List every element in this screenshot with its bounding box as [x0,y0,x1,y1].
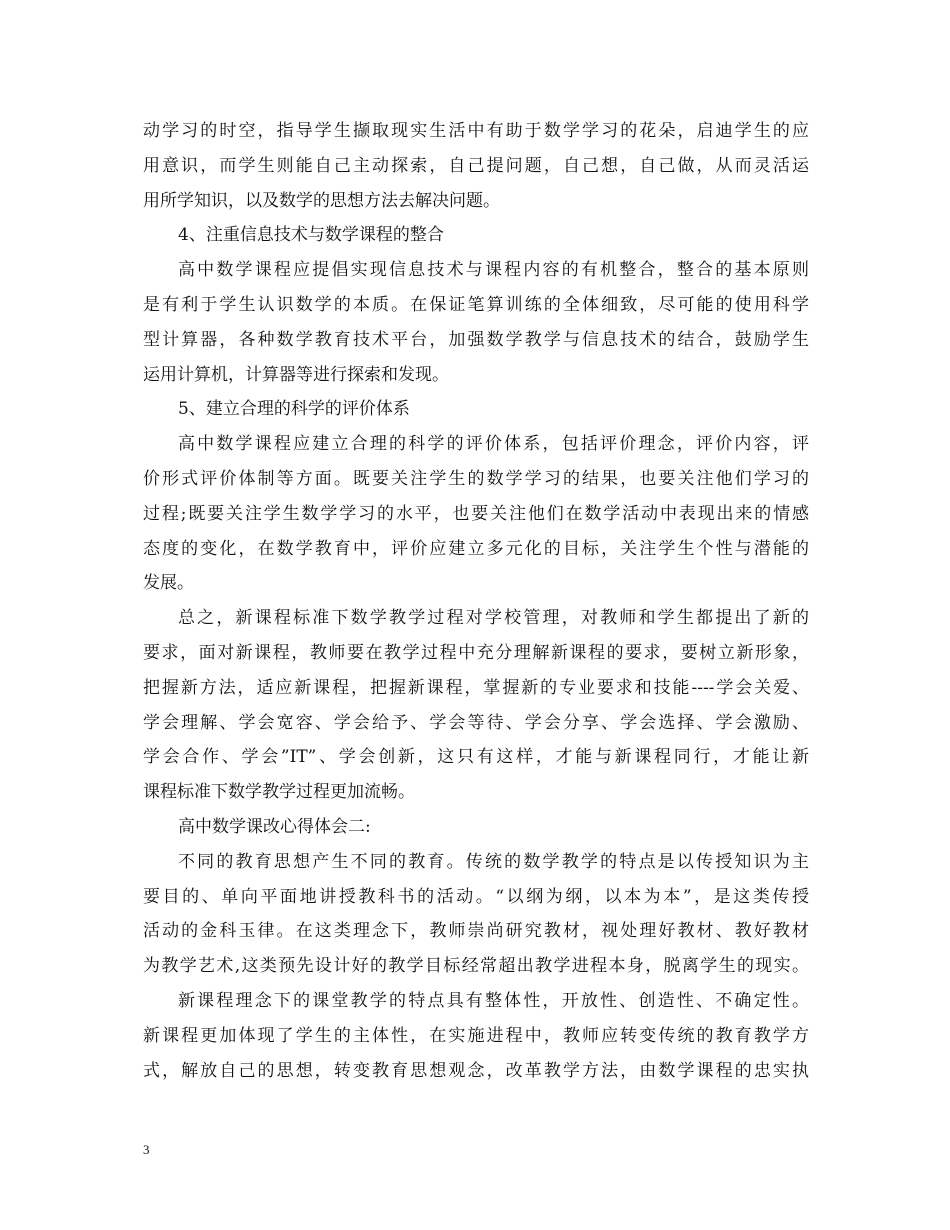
text-line: 用所学知识，以及数学的思想方法去解决问题。 [143,190,500,211]
text-line: 发展。 [143,573,194,594]
text-line: 态度的变化，在数学教育中，评价应建立多元化的目标，关注学生个性与潜能的 [143,538,809,559]
text-line: 要目的、单向平面地讲授教科书的活动。“以纲为纲，以本为本”，是这类传授 [143,886,809,907]
text-line: 高中数学课程应提倡实现信息技术与课程内容的有机整合，整合的基本原则 [178,260,809,281]
text-line: 把握新方法，适应新课程，把握新课程，掌握新的专业要求和技能----学会关爱、 [143,677,809,698]
text-line: 课程标准下数学教学过程更加流畅。 [143,782,415,803]
document-body [143,114,809,1088]
text-line: 活动的金科玉律。在这类理念下，教师崇尚研究教材，视处理好教材、教好教材 [143,921,809,942]
text-line: 高中数学课改心得体会二: [178,816,371,837]
text-line: 4、注重信息技术与数学课程的整合 [178,225,444,246]
text-line: 为教学艺术,这类预先设计好的教学目标经常超出教学进程本身，脱离学生的现实。 [143,956,809,977]
text-line: 新课程理念下的课堂教学的特点具有整体性，开放性、创造性、不确定性。 [178,990,809,1011]
text-line: 价形式评价体制等方面。既要关注学生的数学学习的结果，也要关注他们学习的 [143,468,809,489]
text-line: 不同的教育思想产生不同的教育。传统的数学教学的特点是以传授知识为主 [178,851,809,872]
text-line: 用意识，而学生则能自己主动探索，自己提问题，自己想，自己做，从而灵活运 [143,155,809,176]
text-line: 是有利于学生认识数学的本质。在保证笔算训练的全体细致，尽可能的使用科学 [143,294,809,315]
text-line: 新课程更加体现了学生的主体性，在实施进程中，教师应转变传统的教育教学方 [143,1025,809,1046]
text-line: 学会理解、学会宽容、学会给予、学会等待、学会分享、学会选择、学会激励、 [143,712,809,733]
text-line: 动学习的时空，指导学生撷取现实生活中有助于数学学习的花朵，启迪学生的应 [143,121,809,141]
text-line: 5、建立合理的科学的评价体系 [178,399,410,420]
text-line: 学会合作、学会”IT”、学会创新，这只有这样，才能与新课程同行，才能让新 [143,747,809,768]
text-line: 总之，新课程标准下数学教学过程对学校管理，对教师和学生都提出了新的 [178,608,809,629]
text-line: 过程;既要关注学生数学学习的水平，也要关注他们在数学活动中表现出来的情感 [143,503,809,524]
text-line: 运用计算机，计算器等进行探索和发现。 [143,364,449,385]
text-line: 高中数学课程应建立合理的科学的评价体系，包括评价理念，评价内容，评 [178,434,809,455]
page-number: 3 [143,1142,150,1157]
text-line: 型计算器，各种数学教育技术平台，加强数学教学与信息技术的结合，鼓励学生 [143,329,809,350]
text-line: 式，解放自己的思想，转变教育思想观念，改革教学方法，由数学课程的忠实执 [143,1060,809,1081]
text-line: 要求，面对新课程，教师要在教学过程中充分理解新课程的要求，要树立新形象， [143,642,809,663]
